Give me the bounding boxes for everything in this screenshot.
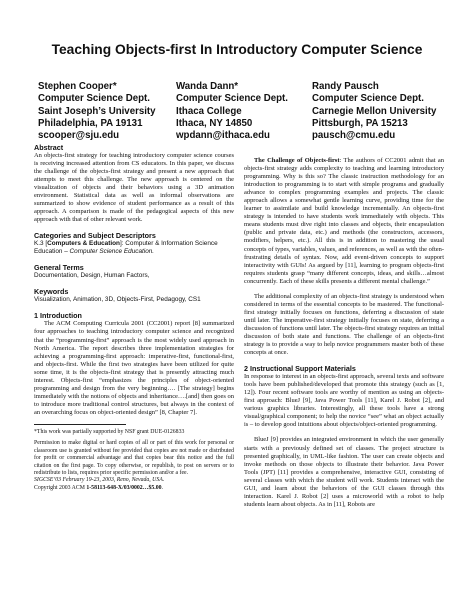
introduction-heading: 1 Introduction [34,311,82,321]
author-block-3 [312,81,436,142]
author-name: Randy Pausch [312,81,379,92]
funding-footnote: *This work was partially supported by NSF grant DUE-0126833 [34,428,185,435]
author-name: Wanda Dann* [176,81,239,92]
author-name: Stephen Cooper* [38,81,117,92]
paper-title: Teaching Objects-first In Introductory Computer Science [51,42,423,57]
author-dept: Computer Science Dept. [176,93,288,105]
abstract-heading: Abstract [34,143,64,152]
introduction-text: The ACM Computing Curricula 2001 (CC2001) report [8] summarized four approaches to teaching introductory computer science and recognized that the “programming-first” approach is the most widely used approach in North America. The report describes three implementation strategies for achieving a programming-first approach: imperative-first, functional-first, and objects-first. While the first two strategies have been utilized for quite some time, it is the objects-first strategy that is presently attracting much interest. Objects-first “emphasizes the principles of object-oriented programming and design from the very beginning…. [The strategy] begins immediately with the notions of objects and inheritance….[and] then goes on to introduce more traditional control structures, but always in the context of an overarching focus on object-oriented design” [8, Chapter 7]. [34,320,234,416]
keywords-text: Visualization, Animation, 3D, Objects-First, Pedagogy, CS1 [34,296,201,304]
general-terms-heading: General Terms [34,263,84,273]
categories-heading: Categories and Subject Descriptors [34,231,156,241]
footnote-rule [34,424,126,425]
author-block-1 [38,81,156,142]
author-block-2 [176,81,288,142]
author-email[interactable]: scooper@sju.edu [38,130,120,142]
bluej-paragraph: BlueJ [9] provides an integrated environment in which the user generally starts with a previously defined set of classes. The project structure is presented graphically, in UML-like fashion. The user can create objects and invoke methods on those objects to illustrate their behavior. Java Power Tools (JPT) [11] provides a comprehensive, interactive GUI, consisting of several classes with which the student will work. Students interact with the GUI, and learn about the behaviors of the GUI classes through this interaction. Karel J. Robot [2] uses a microworld with a robot to help students learn about objects. As in [11], Robots are [244,436,444,508]
section-2-text: In response to interest in an objects-first approach, several texts and software tools have been published/developed that promote this strategy (such as [1, 12]). Four recent software tools are worthy of mention as using an objects-first approach: BlueJ [9], Java Power Tools [11], Karel J. Robot [2], and various graphics libraries. Interestingly, all these tools have a strong visual/graphical component; to help the novice “see” what an object actually is – to develop good intuitions about objects/object-oriented programming. [244,373,444,429]
challenge-paragraph: The Challenge of Objects-first: The authors of CC2001 admit that an objects-first strategy adds complexity to teaching and learning introductory programming. Why is this so? The classic instruction methodology for an introduction to programming is to start with simple programs and gradually advance to complex programming examples and projects. The classic approach allows a somewhat gentle learning curve, providing time for the learner to assimilate and build knowledge incrementally. An objects-first strategy is intended to have students work immediately with objects. This means students must dive right into classes and objects, their encapsulation (public and private data, etc.) and methods (the constructors, accessors, modifiers, helpers, etc.). All this is in addition to mastering the usual concepts of types, variables, values, and references, as well as with the often-frustrating details of syntax. Now, add event-driven concepts to support interactivity with GUIs! As argued by [11], learning to program objects-first requires students grasp “many different concepts, ideas, and skills…almost concurrently. Each of these skills presents a different mental challenge.” [244,157,444,285]
author-email[interactable]: wpdann@ithaca.edu [176,130,270,142]
abstract-text: An objects-first strategy for teaching introductory computer science courses is receiving increased attention from CS educators. In this paper, we discuss the challenge of the objects-first strategy and present a new approach that attempts to meet this challenge. The new approach is centered on the visualization of objects and their behaviors using a 3D animation environment. Statistical data as well as informal observations are summarized to show evidence of student performance as a result of this approach. A comparison is made of the pedagogical aspects of this new approach with that of other relevant work. [34,152,234,224]
author-institution: Saint Joseph’s University [38,105,156,117]
right-column [244,143,444,509]
left-column [34,143,234,492]
author-email[interactable]: pausch@cmu.edu [312,130,396,142]
section-2-heading: 2 Instructional Support Materials [244,364,356,374]
author-city: Ithaca, NY 14850 [176,117,253,129]
author-dept: Computer Science Dept. [312,93,424,105]
copyright-line: Copyright 2003 ACM 1-58113-648-X/03/0002…$5.00. [34,484,163,491]
general-terms-text: Documentation, Design, Human Factors, [34,272,150,280]
author-city: Philadelphia, PA 19131 [38,117,143,129]
author-city: Pittsburgh, PA 15213 [312,117,408,129]
permission-notice: Permission to make digital or hard copies of all or part of this work for personal or classroom use is granted without fee provided that copies are not made or distributed for profit or commercial advantage and that copies bear this notice and the full citation on the first page. To copy otherwise, or republish, to post on servers or to redistribute to lists, requires prior specific permission and/or a fee. [34,440,234,477]
author-dept: Computer Science Dept. [38,93,150,105]
keywords-heading: Keywords [34,287,69,297]
complexity-paragraph: The additional complexity of an objects-first strategy is understood when considered in terms of the essential concepts to be mastered. The functional-first strategy initially focuses on functions, deferring a discussion of state until later. The imperative-first strategy initially focuses on state, deferring a discussion of functions until later. The objects-first strategy requires an initial discussion of both state and functions. The challenge of an objects-first strategy is to provide a way to help novice programmers master both of these concepts at once. [244,292,444,357]
author-institution: Ithaca College [176,105,242,117]
categories-text: K.3 [Computers & Education]: Computer & Information Science Education – Computer Science Education. [34,240,218,256]
author-institution: Carnegie Mellon University [312,105,437,117]
conference-line: SIGCSE’03 February 19-23, 2003, Reno, Nevada, USA. [34,477,165,484]
